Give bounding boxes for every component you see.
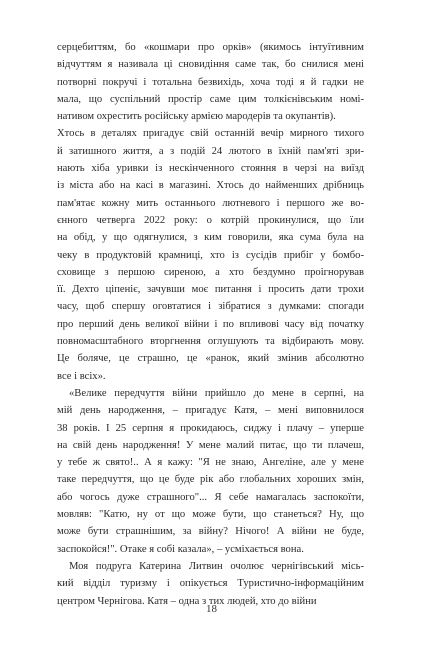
text-line: мала, що суспільний простір саме цим толкієнівським номі- <box>57 93 364 105</box>
text-line: відчуттям я називала ці сновидіння саме так, бо снилися мені <box>57 59 364 71</box>
text-line: може бути страшнішим, за війну? Нічого! А війни не буде, <box>57 526 364 538</box>
text-line: сховище з першою сиреною, а хто бездумно проігнорував <box>57 266 364 278</box>
text-line: 38 років. І 25 серпня я прокидаюсь, сиджу і плачу – уперше <box>57 422 364 434</box>
text-line: на свій день народження! У мене малий питає, що ти плачеш, <box>57 439 364 451</box>
text-line: потворні покручі і тотальна безвихідь, хоча тоді я й гадки не <box>57 76 364 88</box>
text-line: кий відділ туризму і опікується Туристично-інформаційним <box>57 578 364 590</box>
text-line: заспокойся!". Отаке я собі казала», – усміхається вона. <box>57 543 304 555</box>
text-line: серцебиттям, бо «кошмари про орків» (якимось інтуїтивним <box>57 42 364 53</box>
text-line: мовляв: "Катю, ну от що може бути, що станеться? Ну, що <box>57 509 364 521</box>
text-line: пам'ятає кожну мить останнього лютневого і першого же во- <box>57 197 364 209</box>
paragraph <box>57 39 364 125</box>
text-line: нативом охрестить російську армією мародерів та окупантів). <box>57 111 336 123</box>
text-line: повномасштабного вторгнення оглушують та відбирають мову. <box>57 336 364 348</box>
text-line: у тебе ж свято!.. А я кажу: "Я не знаю, Ангеліне, але у мене <box>57 457 364 469</box>
text-line: Моя подруга Катерина Литвин очолює чернігівський місь- <box>69 560 364 572</box>
body-text <box>57 39 364 610</box>
text-line: її. Дехто ціпеніє, зачувши моє питання і просить дати трохи <box>57 284 364 296</box>
text-line: часу, щоб спершу оговтатися і зібратися з думками: спогади <box>57 301 364 313</box>
text-line: про перший день великої війни і по впливові часу від початку <box>57 318 364 330</box>
text-line: або чогось дуже страшного"... Я себе намагалась заспокоїти, <box>57 491 364 503</box>
text-line: центром Чернігова. Катя – одна з тих людей, хто до війни <box>57 595 317 607</box>
paragraph <box>57 125 364 384</box>
text-line: із міста або на касі в магазині. Хтось до найменших дрібниць <box>57 180 364 192</box>
text-line: все і всіх». <box>57 370 106 382</box>
text-line: «Велике передчуття війни прийшло до мене в серпні, на <box>69 387 364 399</box>
text-line: нають хіба уривки із нескінченного стояння в черзі на виїзд <box>57 163 364 175</box>
text-line: чеку в продуктовій крамниці, хто із сусідів прибіг у бомбо- <box>57 249 364 261</box>
text-line: Хтось в деталях пригадує свій останній вечір мирного тихого <box>57 128 364 140</box>
text-line: й затишного життя, а з подій 24 лютого в їхній пам'яті зри- <box>57 145 364 157</box>
paragraph <box>57 385 364 558</box>
text-line: Це боляче, це страшно, це «ранок, який змінив абсолютно <box>57 353 364 365</box>
paragraph <box>57 558 364 610</box>
text-line: на обід, у що одягнулися, з ким говорили, яка сума була на <box>57 232 364 244</box>
text-line: таке передчуття, що це буде рік або глобальних хороших змін, <box>57 474 364 486</box>
text-line: мій день народження, – пригадує Катя, – мені виповнилося <box>57 405 364 417</box>
text-line: єнного четверга 2022 року: о котрій прокинулися, що їли <box>57 214 364 226</box>
page-number: 18 <box>206 603 217 615</box>
